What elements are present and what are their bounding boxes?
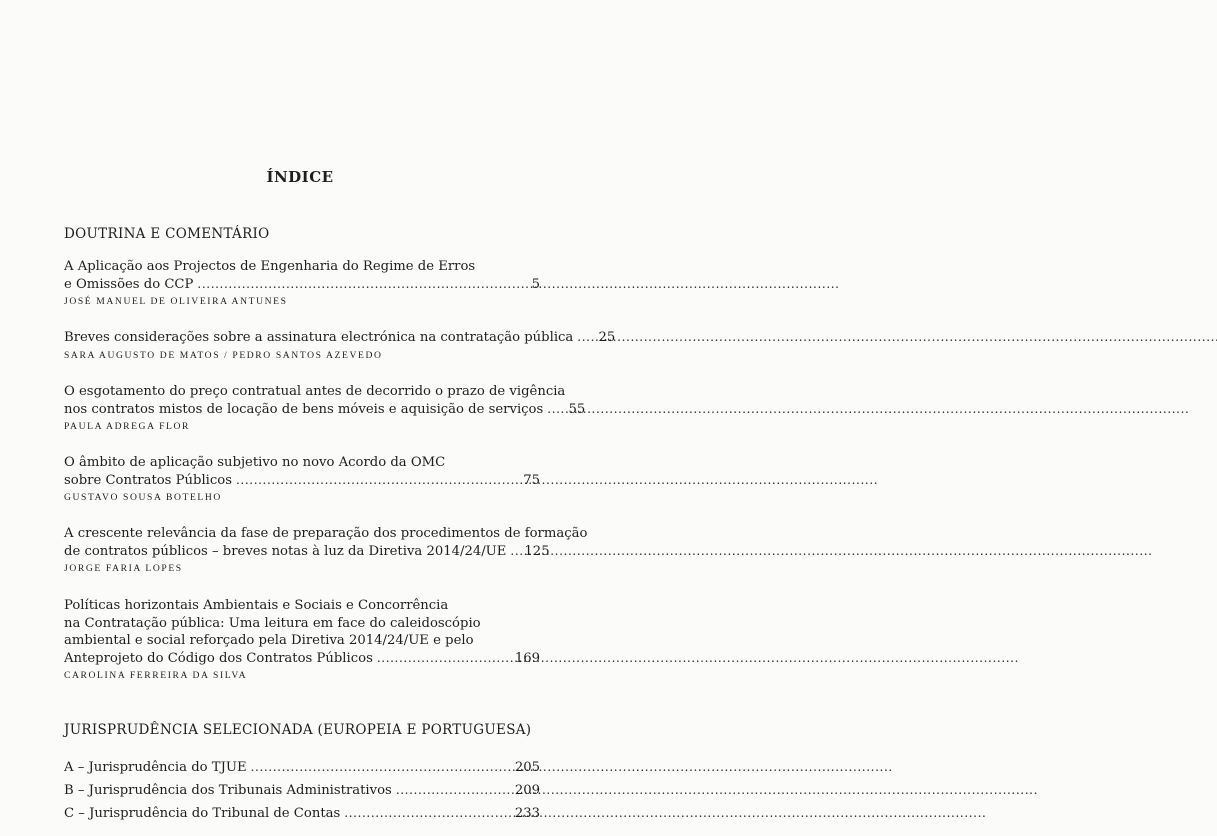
entry-title-line: de contratos públicos – breves notas à luz da Diretiva 2014/24/UE . . . 125 — [64, 543, 540, 561]
leader-dots — [547, 401, 557, 419]
entry-title-line: nos contratos mistos de locação de bens móveis e aquisição de serviços . . . 55 — [64, 401, 540, 419]
entry-title-line: sobre Contratos Públicos . . . 75 — [64, 472, 540, 490]
entry-author: PAULA ADREGA FLOR — [64, 421, 191, 432]
toc-entry[interactable] — [64, 258, 540, 308]
page-number: 5 — [531, 276, 540, 292]
leader-dots — [251, 756, 511, 779]
toc-entry[interactable] — [64, 597, 540, 682]
entry-title-line: O âmbito de aplicação subjetivo no novo Acordo da OMC — [64, 455, 446, 470]
leader-dots — [510, 543, 520, 561]
leader-dots — [197, 276, 512, 294]
entry-author: JORGE FARIA LOPES — [64, 563, 183, 574]
toc-entry[interactable] — [64, 525, 588, 575]
entry-author: SARA AUGUSTO DE MATOS / PEDRO SANTOS AZEVEDO — [64, 349, 383, 361]
toc-entry-juris-a[interactable]: A – Jurisprudência do TJUE . . . 205 — [64, 756, 540, 779]
page-number: 75 — [523, 472, 540, 488]
entry-author: CAROLINA FERREIRA DA SILVA — [64, 670, 248, 681]
page-number: 55 — [568, 401, 586, 417]
entry-title-line: A Aplicação aos Projectos de Engenharia do Regime de Erros — [64, 259, 476, 274]
section-heading-doutrina: DOUTRINA E COMENTÁRIO — [64, 226, 270, 242]
toc-entry-juris-c[interactable]: C – Jurisprudência do Tribunal de Contas . . . 233 — [64, 802, 540, 825]
entry-author: JOSÉ MANUEL DE OLIVEIRA ANTUNES — [64, 296, 288, 307]
section-heading-jurisprudencia: JURISPRUDÊNCIA SELECIONADA (EUROPEIA E PORTUGUESA) — [64, 722, 532, 738]
toc-entry[interactable] — [64, 383, 586, 433]
entry-title-line: Anteprojeto do Código dos Contratos Públicos . . . 169 — [64, 650, 540, 668]
toc-entry[interactable] — [64, 454, 540, 504]
leader-dots — [377, 650, 511, 668]
page-number: 169 — [514, 650, 540, 666]
page-number: 233 — [514, 806, 540, 821]
page-number: 209 — [514, 783, 540, 798]
page-number: 125 — [524, 543, 550, 559]
entry-title-line: e Omissões do CCP . . . 5 — [64, 276, 540, 294]
page-number: 25 — [598, 330, 616, 345]
page-number: 205 — [514, 760, 540, 775]
leader-dots — [577, 329, 587, 347]
leader-dots — [344, 802, 511, 825]
entry-title-line: Breves considerações sobre a assinatura electrónica na contratação pública . . . 25 — [64, 329, 540, 347]
entry-title-line: na Contratação pública: Uma leitura em face do caleidoscópio — [64, 615, 481, 631]
entry-title-line: A crescente relevância da fase de preparação dos procedimentos de formação — [64, 526, 588, 541]
leader-dots — [236, 472, 512, 490]
leader-dots — [396, 779, 511, 802]
entry-title-line: O esgotamento do preço contratual antes de decorrido o prazo de vigência — [64, 384, 566, 399]
entry-author: GUSTAVO SOUSA BOTELHO — [64, 492, 222, 503]
entry-title-line: ambiental e social reforçado pela Diretiva 2014/24/UE e pelo — [64, 633, 474, 648]
toc-entry-juris-b[interactable]: B – Jurisprudência dos Tribunais Administrativos . . . 209 — [64, 779, 540, 802]
jurisprudence-list — [64, 756, 540, 825]
page-title: ÍNDICE — [266, 168, 334, 186]
toc-entry[interactable] — [64, 329, 616, 362]
entry-title-line: Políticas horizontais Ambientais e Sociais e Concorrência — [64, 598, 449, 613]
